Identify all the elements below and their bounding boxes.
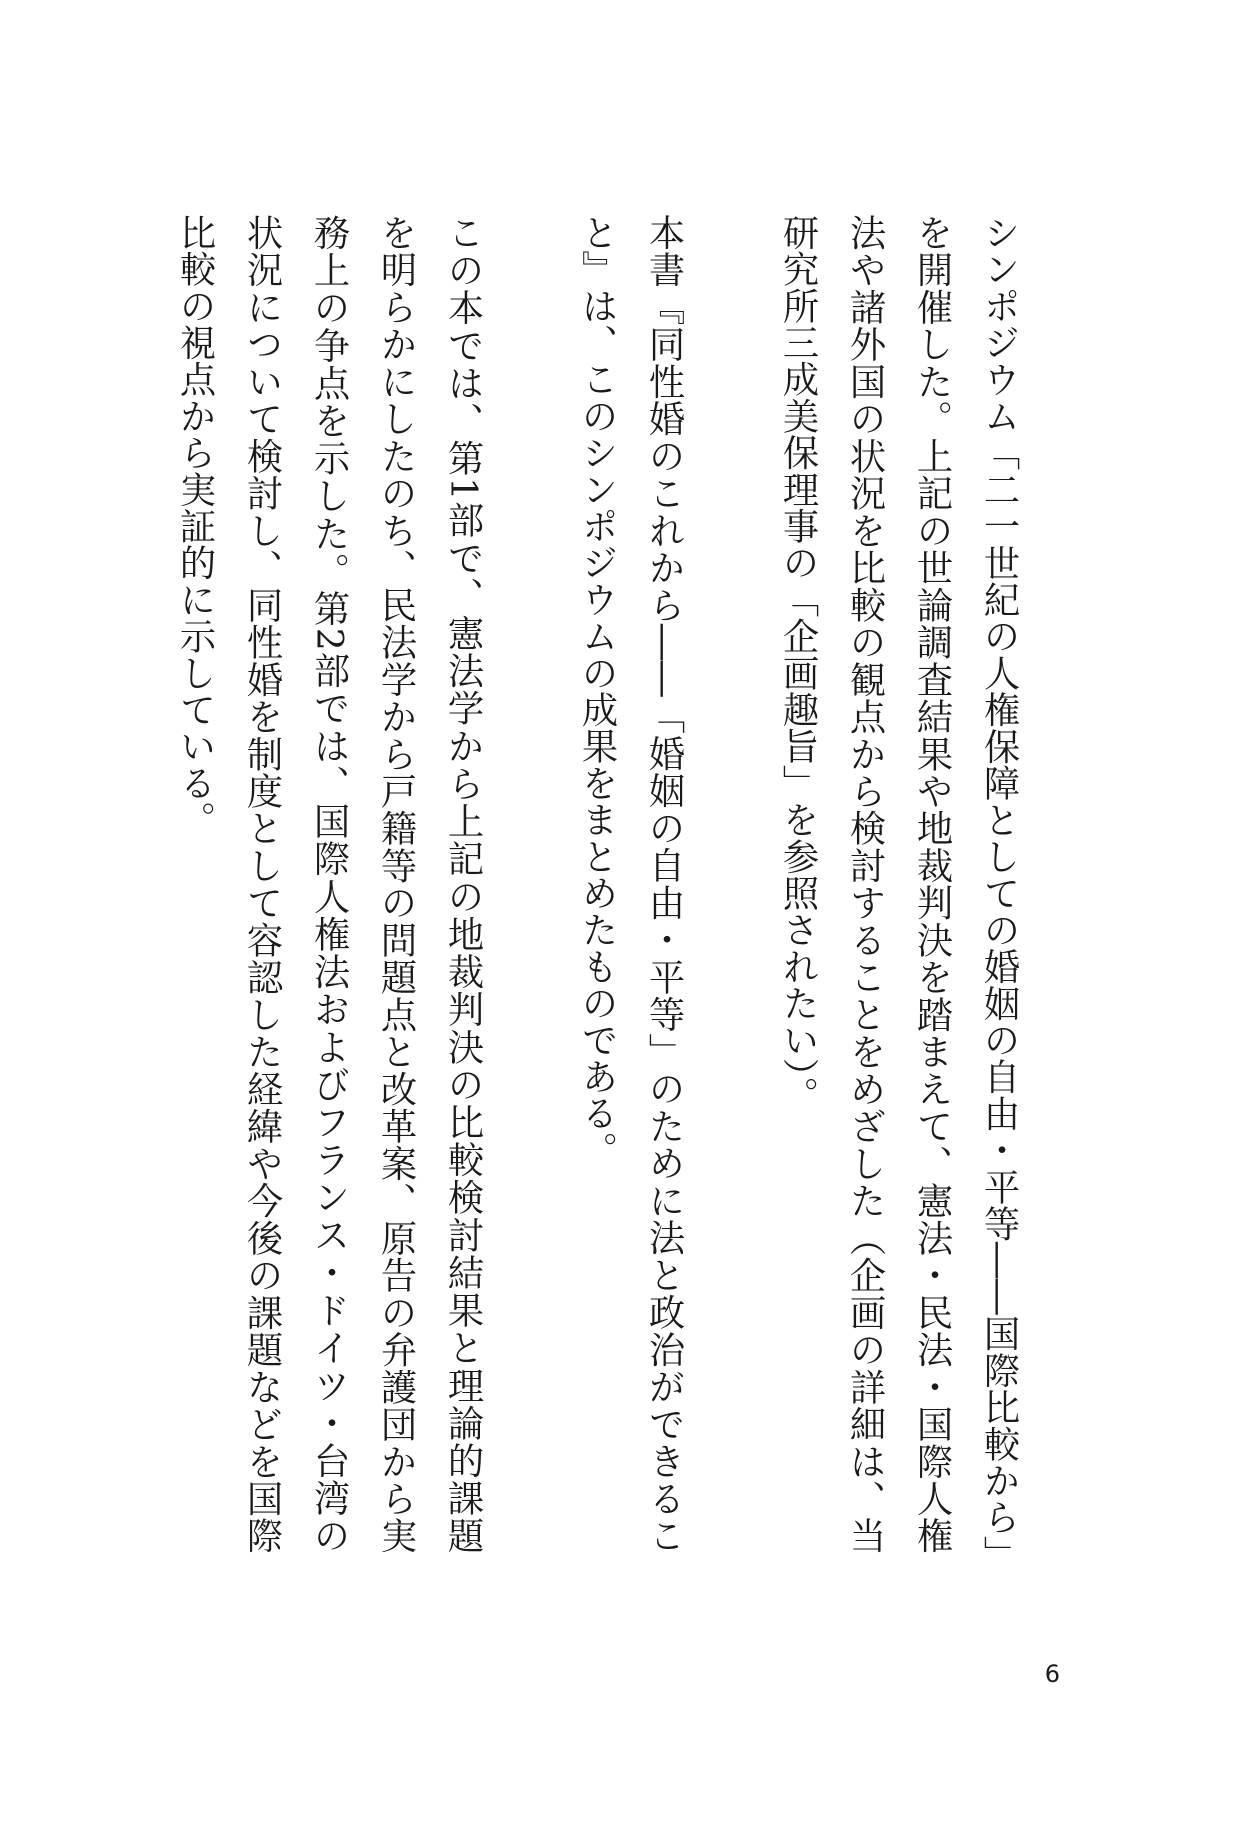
page-number: 6 — [1044, 1660, 1060, 1688]
paragraph-spacer — [28, 214, 95, 1554]
paragraph-symposium-intro: シンポジウム「二一世紀の人権保障としての婚姻の自由・平等――国際比較から」を開催した。上記の世論調査結果や地裁判決を踏まえて、憲法・民法・国際人権法や諸外国の状況を比較の観点から検討することをめざした（企画の詳細は、当研究所三成美保理事の「企画趣旨」を参照されたい）。 — [777, 214, 1021, 1554]
paragraph-book-title: 本書『同性婚のこれから――「婚姻の自由・平等」のために法と政治ができること』は、このシンポジウムの成果をまとめたものである。 — [576, 214, 686, 1554]
paragraph-book-structure: この本では、第1部で、憲法学から上記の地裁判決の比較検討結果と理論的課題を明らかにしたのち、民法学から戸籍等の問題点と改革案、原告の弁護団から実務上の争点を示した。第2部では、国際人権法およびフランス・ドイツ・台湾の状況について検討し、同性婚を制度として容認した経緯や今後の課題などを国際比較の視点から実証的に示している。 — [174, 214, 485, 1554]
vertical-text-body — [0, 214, 1100, 1554]
